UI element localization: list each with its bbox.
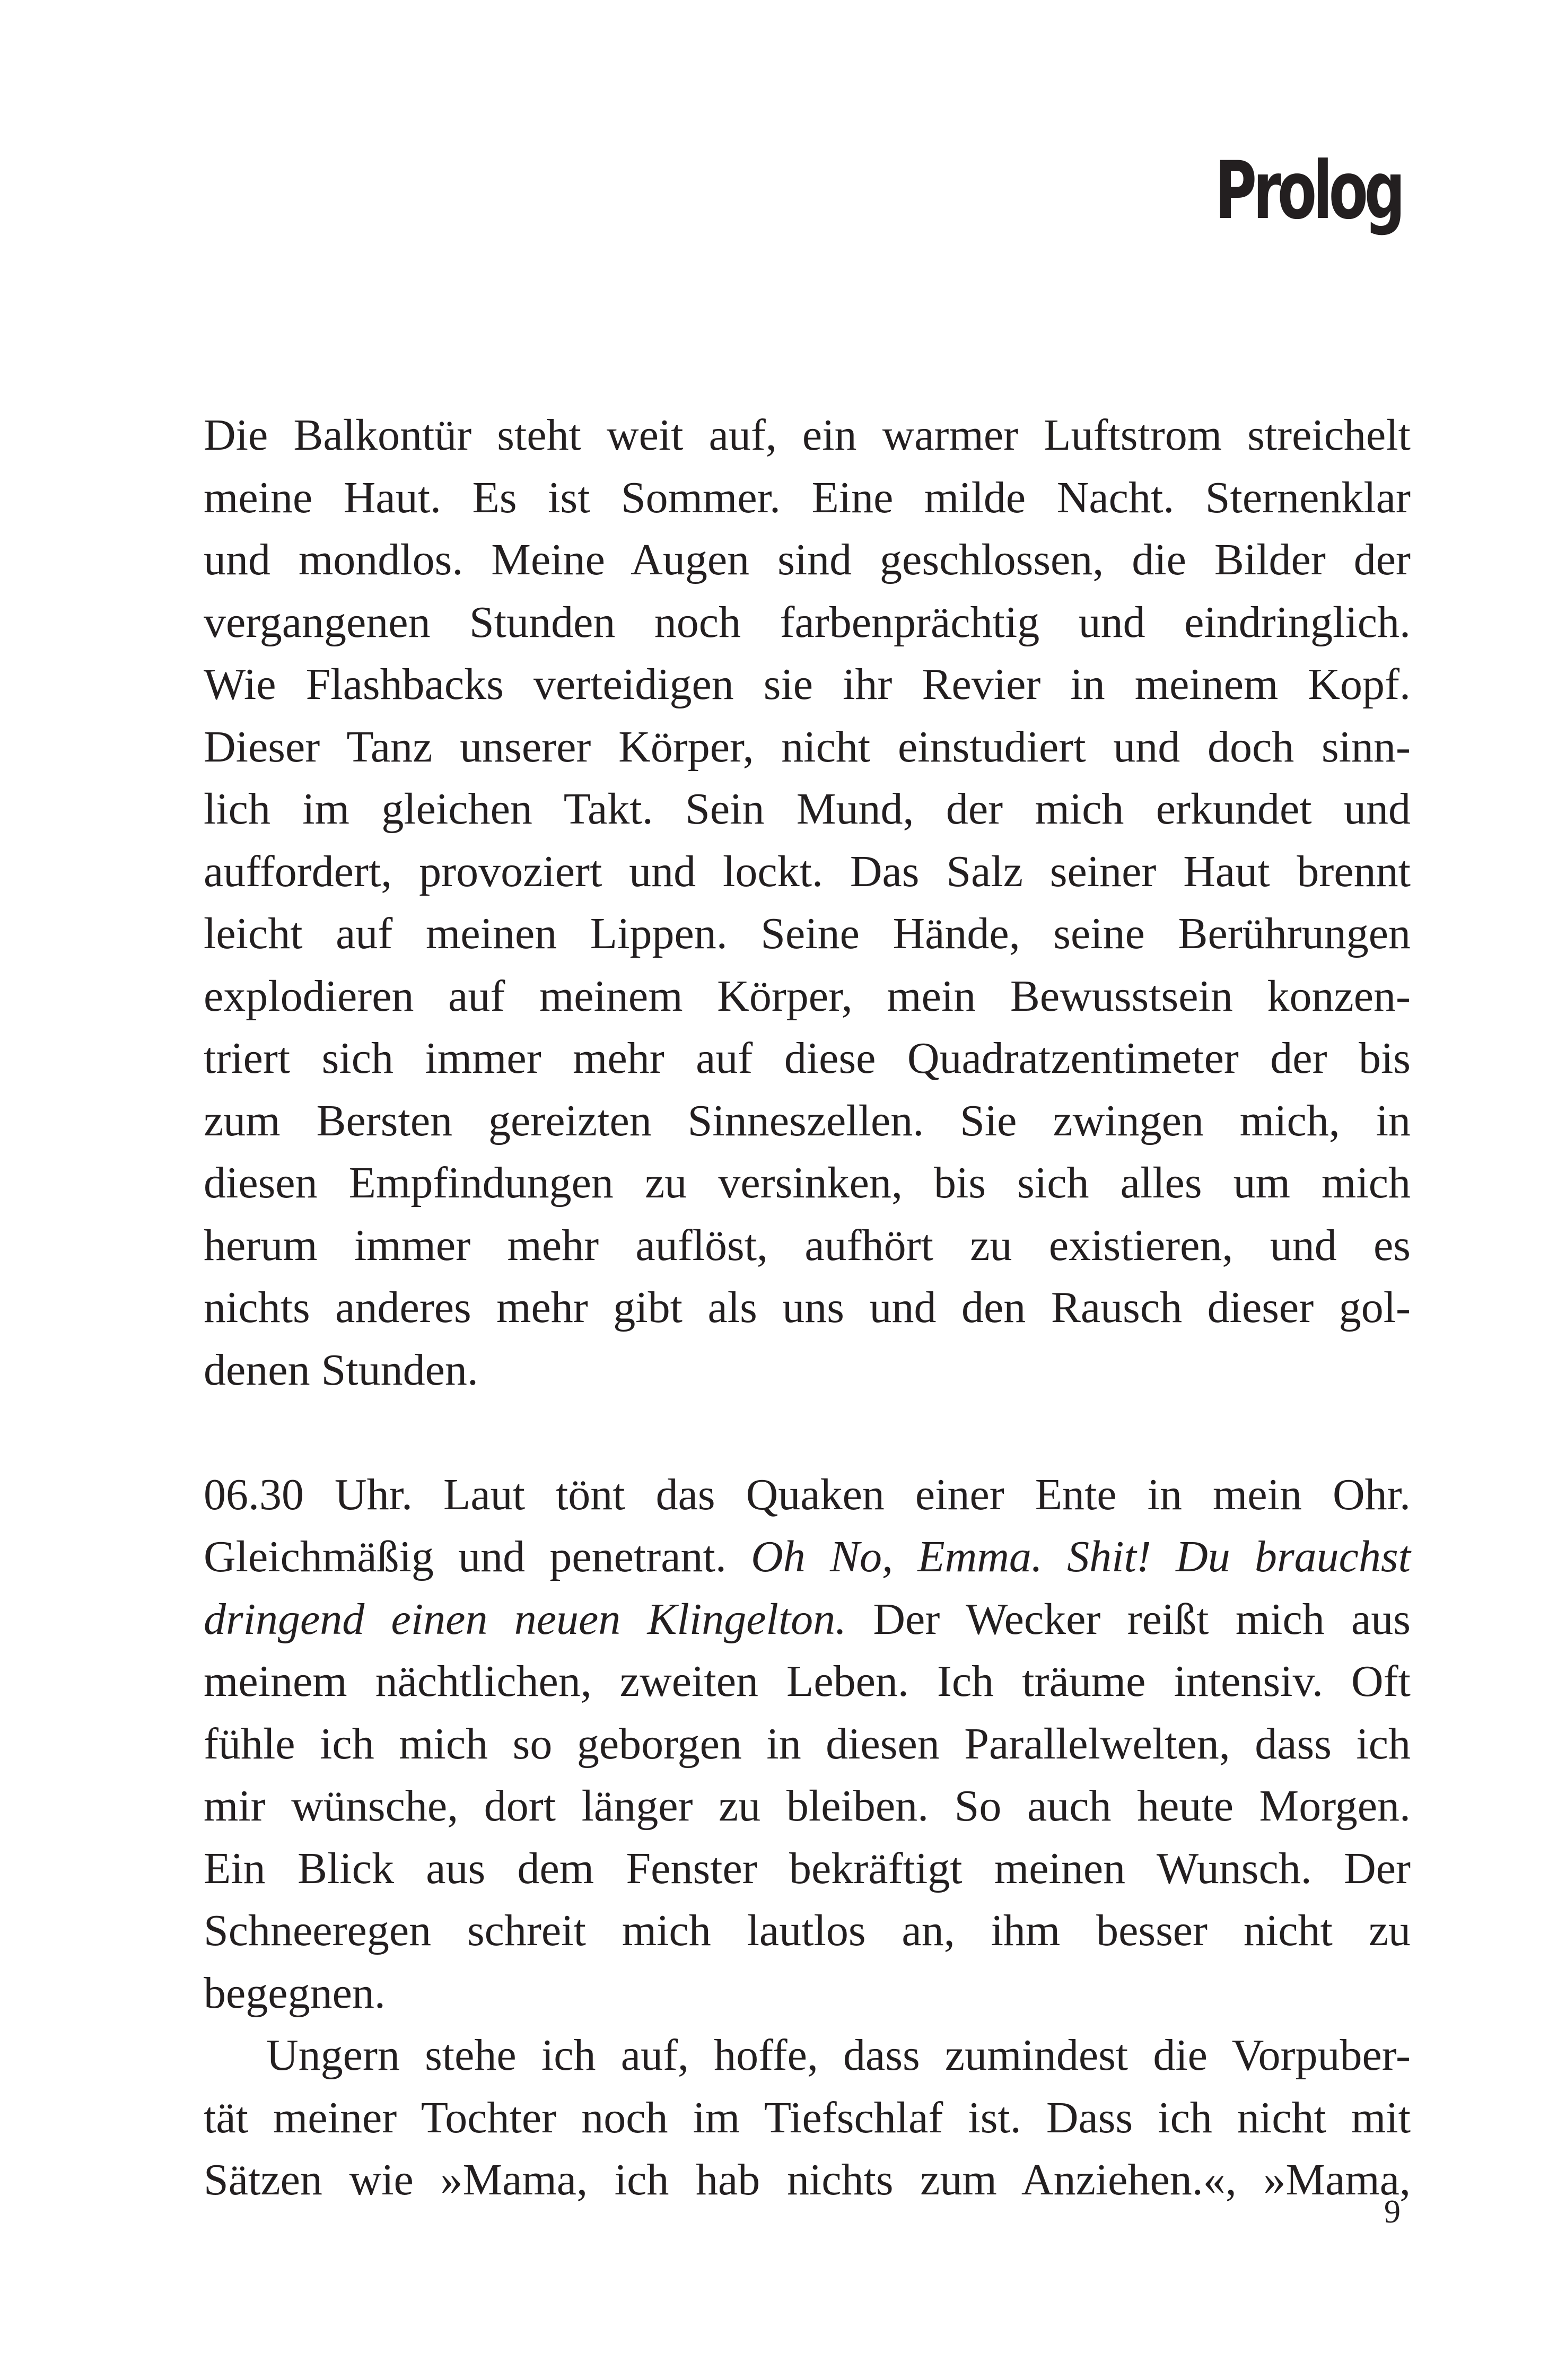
text-line: zum Bersten gereizten Sinneszellen. Sie zwingen mich, in xyxy=(204,1096,1411,1145)
text-line xyxy=(204,1588,1411,1651)
text-line: leicht auf meinen Lippen. Seine Hände, seine Berührungen xyxy=(204,909,1411,958)
paragraph-gap xyxy=(204,1401,1411,1464)
paragraph-1 xyxy=(204,404,1411,1401)
text-line xyxy=(204,1526,1411,1588)
text-line: begegnen. xyxy=(204,1968,386,2018)
text-line: Schneeregen schreit mich lautlos an, ihm besser nicht zu xyxy=(204,1906,1411,1955)
italic-text-run: Oh No, Emma. Shit! Du brauchst xyxy=(751,1532,1411,1581)
text-line: vergangenen Stunden noch farbenprächtig und eindringlich. xyxy=(204,597,1411,647)
text-line: triert sich immer mehr auf diese Quadratzentimeter der bis xyxy=(204,1034,1411,1083)
text-line: lich im gleichen Takt. Sein Mund, der mich erkundet und xyxy=(204,784,1411,834)
text-line: herum immer mehr auflöst, aufhört zu existieren, und es xyxy=(204,1220,1411,1270)
text-line: denen Stunden. xyxy=(204,1345,478,1395)
paragraph-3 xyxy=(204,2024,1411,2211)
text-line: 06.30 Uhr. Laut tönt das Quaken einer Ente in mein Ohr. xyxy=(204,1469,1411,1519)
text-line: explodieren auf meinem Körper, mein Bewusstsein konzen- xyxy=(204,971,1411,1021)
text-line: fühle ich mich so geborgen in diesen Parallelwelten, dass ich xyxy=(204,1719,1411,1769)
text-run: Der Wecker reißt mich aus xyxy=(846,1594,1411,1644)
text-line: und mondlos. Meine Augen sind geschlossen, die Bilder der xyxy=(204,535,1411,584)
text-line: Ungern stehe ich auf, hoffe, dass zumindest die Vorpuber- xyxy=(266,2031,1411,2080)
text-line: diesen Empfindungen zu versinken, bis sich alles um mich xyxy=(204,1158,1411,1208)
text-line: Die Balkontür steht weit auf, ein warmer Luftstrom streichelt xyxy=(204,410,1411,460)
italic-text-run: dringend einen neuen Klingelton. xyxy=(204,1594,847,1644)
text-line: tät meiner Tochter noch im Tiefschlaf ist. Dass ich nicht mit xyxy=(204,2093,1411,2142)
text-line: mir wünsche, dort länger zu bleiben. So auch heute Morgen. xyxy=(204,1781,1411,1831)
text-line: Ein Blick aus dem Fenster bekräftigt meinen Wunsch. Der xyxy=(204,1843,1411,1893)
body-text xyxy=(204,404,1411,2211)
text-line: auffordert, provoziert und lockt. Das Salz seiner Haut brennt xyxy=(204,846,1411,896)
text-line: Dieser Tanz unserer Körper, nicht einstudiert und doch sinn- xyxy=(204,722,1411,772)
paragraph-2 xyxy=(204,1464,1411,2025)
chapter-title: Prolog xyxy=(1215,145,1402,237)
text-line: meinem nächtlichen, zweiten Leben. Ich träume intensiv. Oft xyxy=(204,1657,1411,1706)
page-number: 9 xyxy=(1384,2194,1401,2230)
text-line: Sätzen wie »Mama, ich hab nichts zum Anziehen.«, »Mama, xyxy=(204,2155,1411,2204)
text-line: meine Haut. Es ist Sommer. Eine milde Nacht. Sternenklar xyxy=(204,472,1411,522)
text-line: nichts anderes mehr gibt als uns und den Rausch dieser gol- xyxy=(204,1283,1411,1332)
text-line: Wie Flashbacks verteidigen sie ihr Revier in meinem Kopf. xyxy=(204,660,1411,709)
text-run: Gleichmäßig und penetrant. xyxy=(204,1532,751,1581)
